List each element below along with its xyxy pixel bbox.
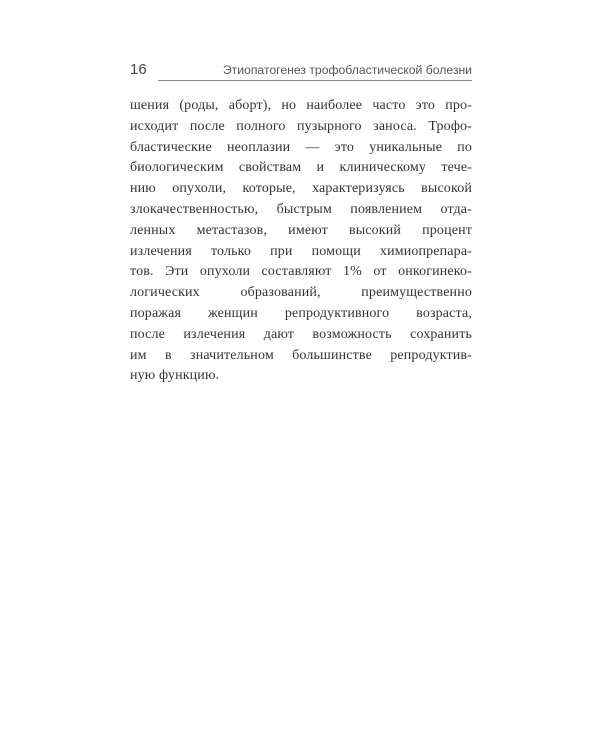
text-line: нию опухоли, которые, характеризуясь высокой [130, 181, 472, 197]
text-line: поражая женщин репродуктивного возраста, [130, 305, 472, 321]
running-title: Этиопатогенез трофобластической болезни [222, 63, 472, 77]
text-line: шения (роды, аборт), но наиболее часто это про- [130, 98, 472, 113]
text-line: ленных метастазов, имеют высокий процент [130, 222, 472, 238]
text-line: бластические неоплазии — это уникальные по [130, 139, 472, 155]
text-line: исходит после полного пузырного заноса. Трофо- [130, 118, 472, 134]
page-number: 16 [130, 61, 147, 78]
running-head [130, 60, 472, 82]
body-paragraph [130, 96, 472, 387]
text-line: злокачественностью, быстрым появлением отда- [130, 201, 472, 217]
text-line: излечения только при помощи химиопрепара- [130, 243, 472, 259]
header-rule [158, 80, 472, 81]
text-line: ную функцию. [130, 368, 220, 384]
text-line: им в значительном большинстве репродуктив- [130, 347, 472, 363]
text-line: биологическим свойствам и клиническому тече- [130, 160, 472, 176]
text-line: логических образований, преимущественно [130, 285, 472, 301]
text-line: тов. Эти опухоли составляют 1% от онкогинеко- [130, 264, 472, 280]
text-line: после излечения дают возможность сохранить [130, 326, 472, 342]
